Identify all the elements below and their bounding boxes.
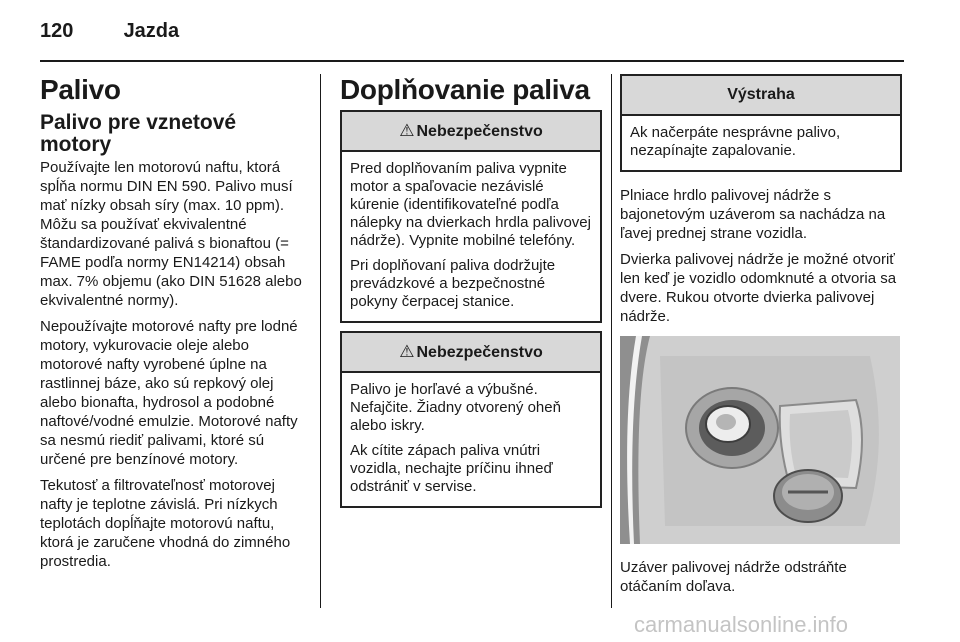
warning-box-heading: Výstraha — [622, 76, 900, 116]
warning-triangle-icon: ⚠ — [399, 342, 415, 362]
section-title-refuelling: Doplňovanie paliva — [340, 74, 590, 105]
photo-caption: Uzáver palivovej nádrže odstráňte otáčaním doľava. — [620, 559, 847, 595]
danger-box-2-header — [342, 333, 600, 373]
column-divider-2 — [611, 74, 612, 608]
warning-triangle-icon: ⚠ — [399, 121, 415, 141]
danger-box-1-text-1: Pred doplňovaním paliva vypnite motor a spaľovacie nezávislé kúrenie (identifikovateľné podľa nálepky na dvierkach hrdla palivovej nádrže). Vypnite mobilné telefóny. — [350, 160, 591, 250]
danger-box-2-heading: Nebezpečenstvo — [416, 344, 543, 362]
watermark: carmanualsonline.info — [634, 612, 849, 637]
danger-box-1-heading: Nebezpečenstvo — [416, 123, 543, 141]
paragraph-diesel-winter: Tekutosť a filtrovateľnosť motorovej nafty je teplotne závislá. Pri nízkych teplotách dopĺňajte motorovú naftu, ktorá je zaručene vhodná do zimného prostredia. — [40, 477, 291, 571]
fuel-filler-photo — [620, 336, 900, 544]
danger-box-1 — [340, 110, 602, 323]
paragraph-diesel-prohibited: Nepoužívajte motorové nafty pre lodné motory, vykurovacie oleje alebo motorové nafty vyrobené úplne na rastlinnej báze, ako sú repkový olej alebo bionafta, hydrosol a podobné naftové/vodné emulzie. Motorové nafty sa nesmú riediť palivami, ktoré sú určené pre benzínové motory. — [40, 318, 298, 469]
danger-box-2 — [340, 331, 602, 508]
paragraph-filler-location: Plniace hrdlo palivovej nádrže s bajonetovým uzáverom sa nachádza na ľavej prednej strane vozidla. — [620, 187, 886, 242]
subsection-title-diesel: Palivo pre vznetové motory — [40, 111, 237, 157]
page-header — [40, 20, 179, 43]
fuel-filler-illustration — [620, 336, 900, 544]
danger-box-1-text-2: Pri doplňovaní paliva dodržujte prevádzkové a bezpečnostné pokyny čerpacej stanice. — [350, 257, 556, 311]
section-title-fuel: Palivo — [40, 74, 121, 105]
danger-box-1-header — [342, 112, 600, 152]
page-number: 120 — [40, 20, 74, 42]
column-divider-1 — [320, 74, 321, 608]
chapter-title: Jazda — [123, 20, 180, 42]
paragraph-diesel-standard: Používajte len motorovú naftu, ktorá spĺňa normu DIN EN 590. Palivo musí mať nízky obsah síry (max. 10 ppm). Môžu sa používať ekvivalentné štandardizované palivá s bionaftou (= FAME podľa normy EN14214) obsah max. 7% objemu (ako DIN 51628 alebo ekvivalentné normy). — [40, 159, 302, 310]
header-rule — [40, 60, 904, 62]
warning-box — [620, 74, 902, 172]
column-filler — [620, 74, 902, 603]
column-fuel — [40, 74, 306, 578]
paragraph-flap-opening: Dvierka palivovej nádrže je možné otvoriť len keď je vozidlo odomknuté a otvoria sa dvere. Rukou otvorte dvierka palivovej nádrže. — [620, 251, 897, 325]
column-refuelling — [340, 74, 602, 516]
danger-box-2-text-2: Ak cítite zápach paliva vnútri vozidla, nechajte príčinu ihneď odstrániť v servise. — [350, 442, 553, 496]
warning-box-text: Ak načerpáte nesprávne palivo, nezapínajte zapalovanie. — [630, 124, 841, 159]
danger-box-2-text-1: Palivo je horľavé a výbušné. Nefajčite. Žiadny otvorený oheň alebo iskry. — [350, 381, 561, 435]
